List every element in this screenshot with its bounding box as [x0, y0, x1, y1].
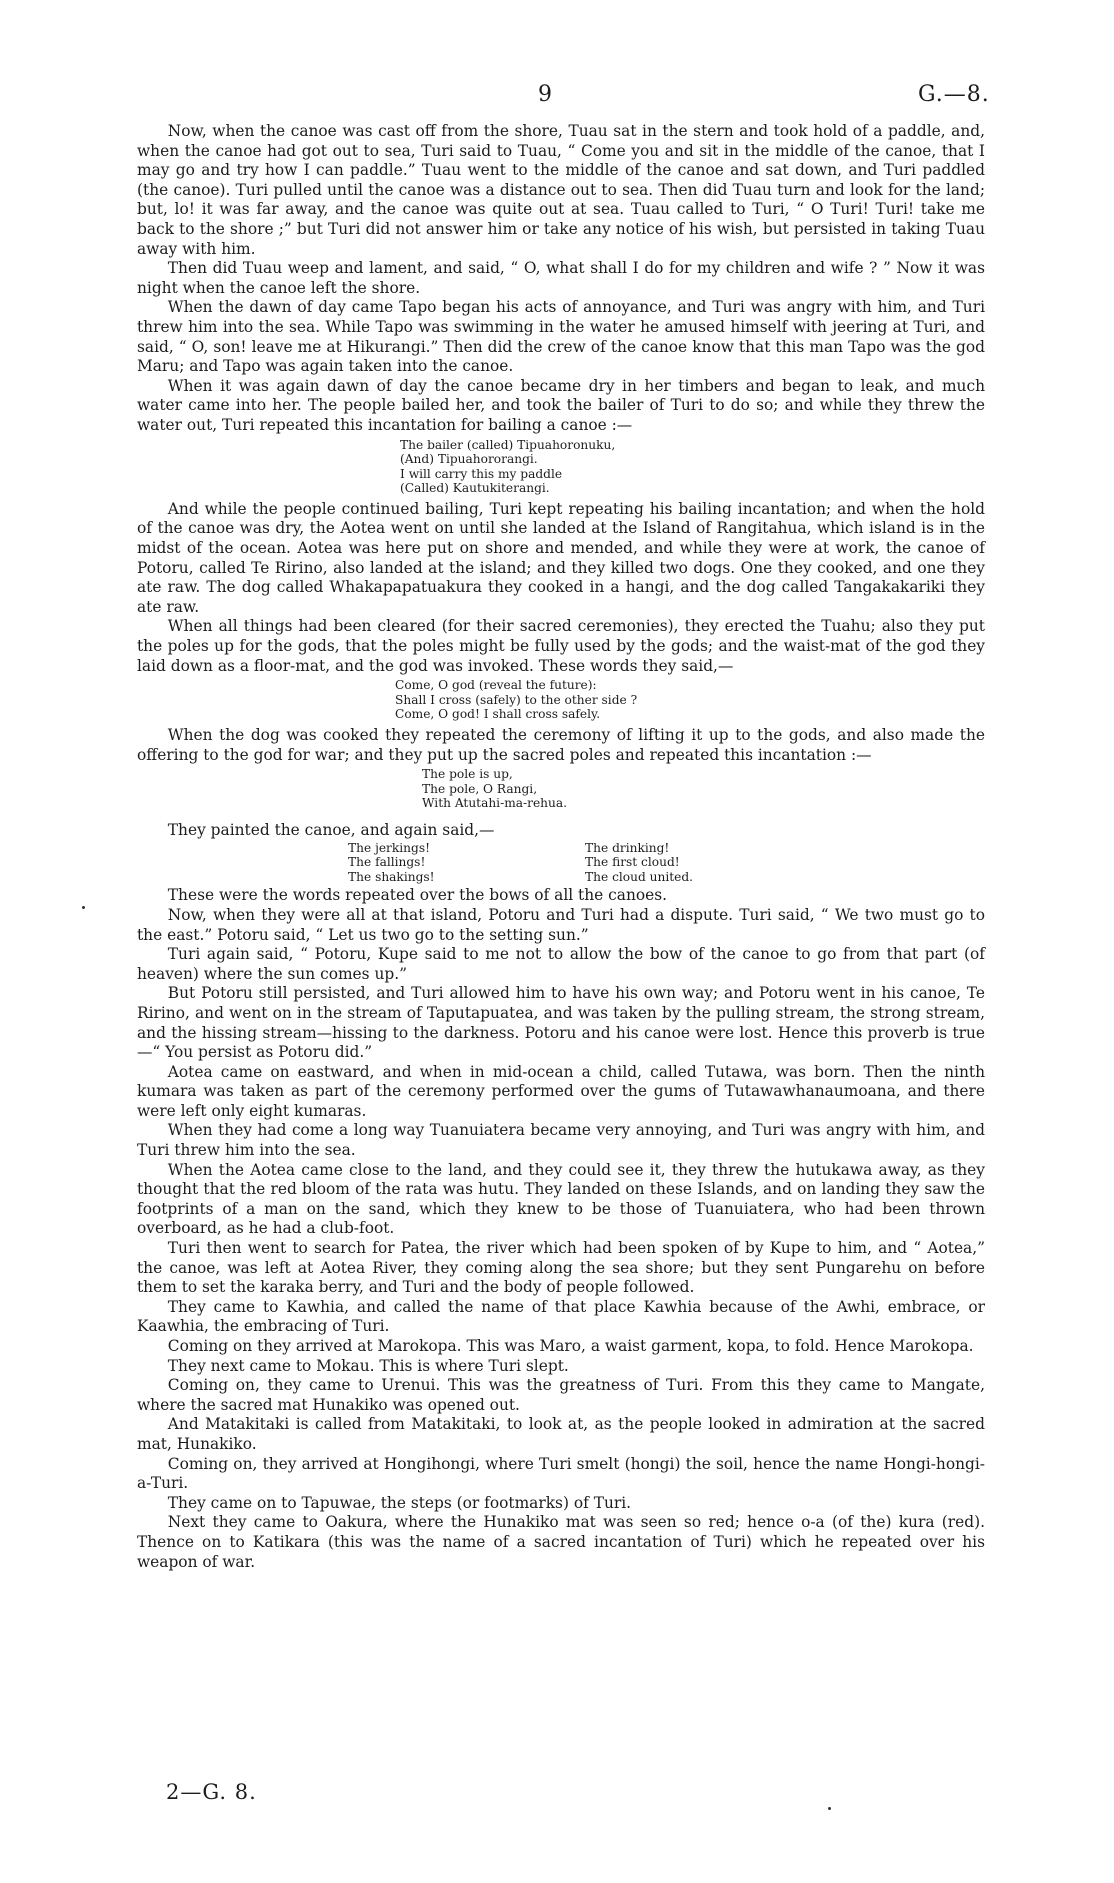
page-signature: 2—G. 8. [166, 1780, 257, 1804]
paragraph: Next they came to Oakura, where the Hunakiko mat was seen so red; hence o-a (of the) kura (red). Thence on to Katikara (this was the name of a sacred incantation of Turi) which he repeated over his weapon of war. [137, 1513, 985, 1571]
document-body [137, 122, 985, 1572]
verse-line: (Called) Kautukiterangi. [400, 481, 550, 496]
paragraph: When the Aotea came close to the land, and they could see it, they threw the hutukawa away, as they thought that the red bloom of the rata was hutu. They landed on these Islands, and on landing they saw the footprints of a man on the sand, which they knew to be those of Tuanuiatera, who had been thrown overboard, as he had a club-foot. [137, 1160, 985, 1238]
paragraph: These were the words repeated over the bows of all the canoes. [167, 886, 668, 905]
paragraph: And while the people continued bailing, Turi kept repeating his bailing incantation; and when the hold of the canoe was dry, the Aotea went on until she landed at the Island of Rangitahua, which island is in the midst of the ocean. Aotea was here put on shore and mended, and while they were at work, the canoe of Potoru, called Te Ririno, also landed at the island; and they killed two dogs. One they cooked, and one they ate raw. The dog called Whakapapatuakura they cooked in a hangi, and the dog called Tangakakariki they ate raw. [137, 499, 985, 616]
verse-line: The pole, O Rangi, [422, 781, 538, 796]
poles-incantation [137, 767, 985, 811]
paragraph: Coming on, they arrived at Hongihongi, where Turi smelt (hongi) the soil, hence the name Hongi-hongi-a-Turi. [137, 1454, 985, 1493]
page-number: 9 [538, 82, 552, 107]
page-header [0, 82, 1114, 112]
paragraph: Now, when they were all at that island, Potoru and Turi had a dispute. Turi said, “ We two must go to the east.” Potoru said, “ Let us two go to the setting sun.” [137, 905, 985, 944]
paragraph: When they had come a long way Tuanuiatera became very annoying, and Turi was angry with him, and Turi threw him into the sea. [137, 1121, 985, 1160]
painting-verse-right-column [585, 841, 885, 885]
paragraph: When the dog was cooked they repeated the ceremony of lifting it up to the gods, and also made the offering to the god for war; and they put up the sacred poles and repeated this incantation :— [137, 726, 985, 764]
paragraph: They painted the canoe, and again said,— [167, 820, 495, 839]
painting-verse [137, 841, 985, 885]
verse-line: Come, O god (reveal the future): [395, 678, 597, 693]
verse-line: The drinking! [585, 840, 670, 855]
paragraph: They came on to Tapuwae, the steps (or footmarks) of Turi. [167, 1493, 632, 1512]
invocation-verse [137, 678, 985, 722]
verse-line: The fallings! [348, 855, 426, 870]
verse-line: The jerkings! [348, 840, 430, 855]
paragraph: Then did Tuau weep and lament, and said, “ O, what shall I do for my children and wife ? ” Now it was night when the canoe left the shore. [137, 259, 985, 297]
paragraph: Coming on they arrived at Marokopa. This was Maro, a waist garment, kopa, to fold. Hence Marokopa. [167, 1337, 974, 1355]
speck-mark [828, 1807, 831, 1810]
painting-verse-left-column [137, 841, 585, 885]
speck-mark [82, 906, 85, 909]
verse-line: I will carry this my paddle [400, 466, 563, 481]
paragraph: And Matakitaki is called from Matakitaki, to look at, as the people looked in admiration at the sacred mat, Hunakiko. [137, 1415, 985, 1453]
paragraph: When all things had been cleared (for their sacred ceremonies), they erected the Tuahu; also they put the poles up for the gods, that the poles might be fully used by the gods; and the waist-mat of the god they laid down as a floor-mat, and the god was invoked. These words they said,— [137, 617, 985, 675]
paragraph: They next came to Mokau. This is where Turi slept. [167, 1356, 569, 1375]
verse-line: The pole is up, [422, 767, 513, 782]
paragraph: Now, when the canoe was cast off from the shore, Tuau sat in the stern and took hold of a paddle, and, when the canoe had got out to sea, Turi said to Tuau, “ Come you and sit in the middle of the canoe, that I may go and try how I can paddle.” Tuau went to the middle of the canoe and sat down, and Turi paddled (the canoe). Turi pulled until the canoe was a distance out to sea. Then did Tuau turn and look for the land; but, lo! it was far away, and the canoe was quite out at sea. Tuau called to Turi, “ O Turi! Turi! take me back to the shore ;” but Turi did not answer him or take any notice of his wish, but persisted in taking Tuau away with him. [137, 122, 985, 258]
paragraph: They came to Kawhia, and called the name of that place Kawhia because of the Awhi, embrace, or Kaawhia, the embracing of Turi. [137, 1297, 985, 1336]
paragraph: Aotea came on eastward, and when in mid-ocean a child, called Tutawa, was born. Then the ninth kumara was taken as part of the ceremony performed over the gums of Tutawawhanaumoana, and there were left only eight kumaras. [137, 1062, 985, 1120]
verse-line: The first cloud! [585, 855, 680, 870]
paragraph: When the dawn of day came Tapo began his acts of annoyance, and Turi was angry with him, and Turi threw him into the sea. While Tapo was swimming in the water he amused himself with jeering at Turi, and said, “ O, son! leave me at Hikurangi.” Then did the crew of the canoe know that this man Tapo was the god Maru; and Tapo was again taken into the canoe. [137, 298, 985, 376]
verse-line: The shakings! [348, 869, 435, 884]
verse-line: Shall I cross (safely) to the other side ? [395, 692, 638, 707]
paragraph: But Potoru still persisted, and Turi allowed him to have his own way; and Potoru went in his canoe, Te Ririno, and went on in the stream of Taputapuatea, and was taken by the pulling stream, the strong stream, and the hissing stream—hissing to the darkness. Potoru and his canoe were lost. Hence this proverb is true—“ You persist as Potoru did.” [137, 984, 985, 1062]
paragraph: Turi then went to search for Patea, the river which had been spoken of by Kupe to him, and “ Aotea,” the canoe, was left at Aotea River, they coming along the sea shore; but they sent Pungarehu on before them to set the karaka berry, and Turi and the body of people followed. [137, 1239, 985, 1297]
paragraph: Turi again said, “ Potoru, Kupe said to me not to allow the bow of the canoe to go from that part (of heaven) where the sun comes up.” [137, 945, 985, 983]
verse-line: Come, O god! I shall cross safely. [395, 707, 601, 722]
verse-line: (And) Tipuahororangi. [400, 452, 538, 467]
bailing-incantation [137, 438, 985, 496]
verse-line: The bailer (called) Tipuahoronuku, [400, 437, 616, 452]
document-reference: G.—8. [918, 82, 990, 107]
verse-line: The cloud united. [585, 869, 694, 884]
verse-line: With Atutahi-ma-rehua. [422, 796, 568, 811]
paragraph: When it was again dawn of day the canoe became dry in her timbers and began to leak, and much water came into her. The people bailed her, and took the bailer of Turi to do so; and while they threw the water out, Turi repeated this incantation for bailing a canoe :— [137, 376, 985, 434]
paragraph: Coming on, they came to Urenui. This was the greatness of Turi. From this they came to Mangate, where the sacred mat Hunakiko was opened out. [137, 1376, 985, 1414]
